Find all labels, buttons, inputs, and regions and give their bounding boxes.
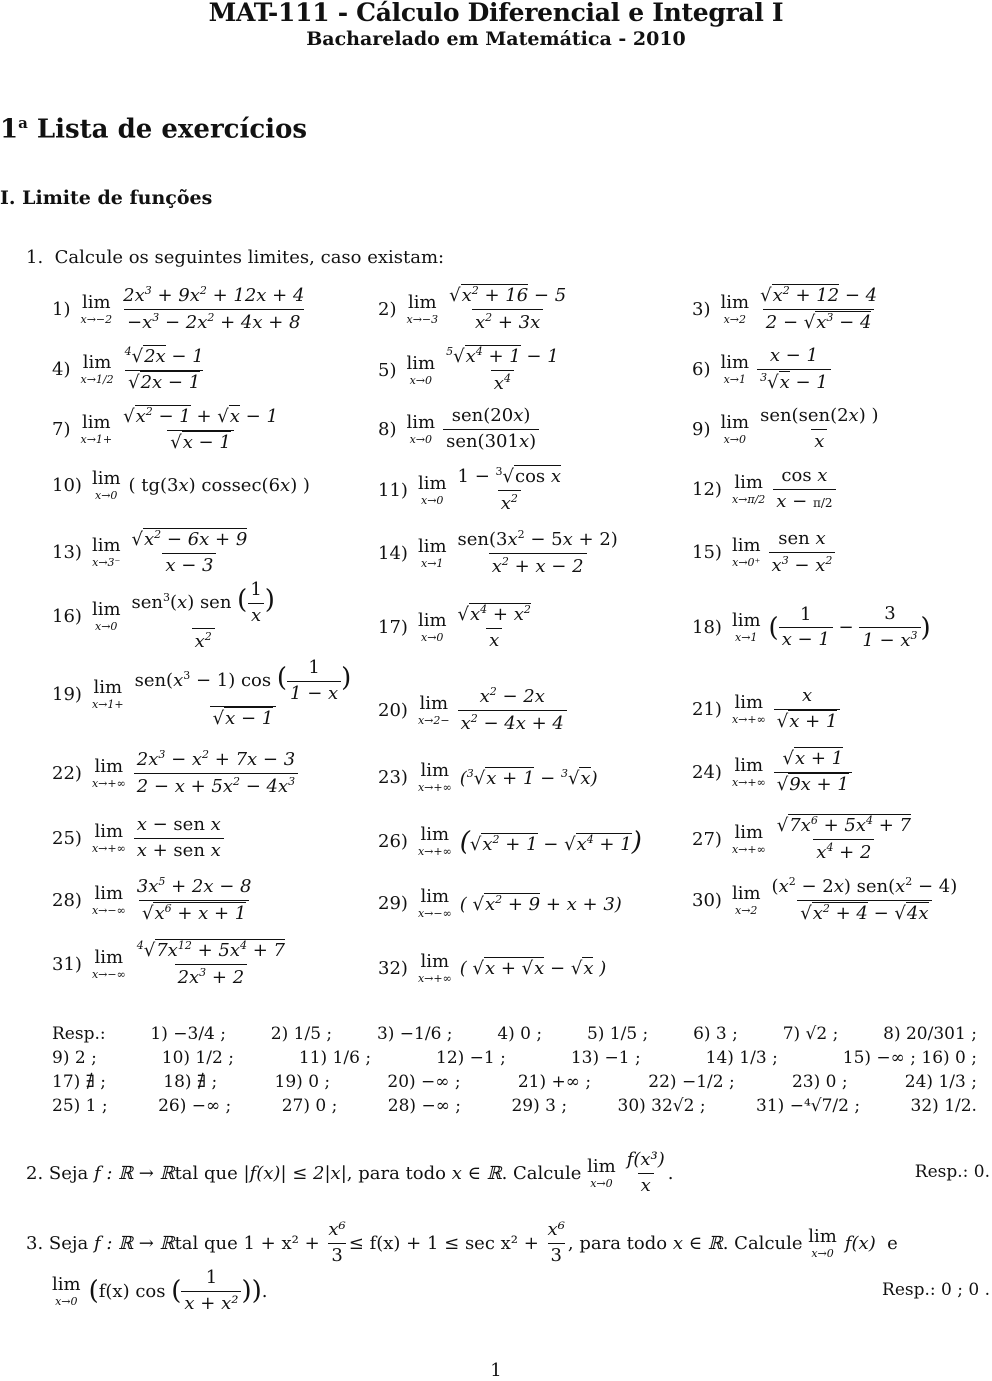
limit: lim x→+∞: [417, 824, 452, 858]
answer: 6) 3 ;: [693, 1024, 738, 1044]
exercise-29: 29) lim x→−∞ ( √ $x^2 + 9 + x + 3$): [378, 888, 622, 919]
exercise-12: [692, 466, 836, 512]
answer: 31) −⁴√7/2 ;: [756, 1096, 861, 1116]
text: Seja: [48, 1162, 89, 1184]
question-text: Calcule os seguintes limites, caso existam:: [54, 247, 445, 268]
fraction: $\frac{\text{f(x³)}}{x}$: [626, 1149, 665, 1196]
page-number: 1: [490, 1360, 502, 1381]
question-3: [26, 1220, 898, 1266]
limit: lim x→0: [417, 610, 447, 645]
fraction: $\frac{x - 1}{^3 √ x - 1}$: [757, 346, 831, 393]
answer: 21) +∞ ;: [517, 1072, 592, 1092]
exercise-number: 29): [378, 893, 408, 914]
answer: 28) −∞ ;: [387, 1096, 461, 1116]
answer: 8) 20/301 ;: [883, 1024, 977, 1044]
fraction: sen$^3$(x) sen ( $\frac{1}{x}$ ) $x^2$: [131, 579, 275, 653]
limit: lim x→−2: [80, 291, 113, 326]
answer: 30) 32√2 ;: [617, 1096, 706, 1116]
fraction: $\frac{\text{x⁶}}{3}$: [547, 1219, 565, 1266]
limit: lim x→0: [417, 472, 447, 507]
question-number: 1.: [26, 247, 44, 268]
ordinal-indicator: a: [18, 114, 28, 132]
fraction: $\frac{\text{sen(20x)}}{\text{sen(301x)}}$: [443, 406, 539, 452]
limit: lim x→π/2: [731, 471, 766, 506]
limit: lim x→+∞: [417, 951, 452, 985]
fraction: $\frac{1}{\text{x + x²}}$: [181, 1268, 241, 1314]
exercise-21: [692, 686, 840, 732]
limit: lim x→+∞: [91, 755, 126, 790]
limit: lim x→1: [417, 535, 447, 570]
answer: 18) ∄ ;: [163, 1072, 218, 1092]
answer: 25) 1 ;: [52, 1096, 108, 1116]
math: f : ℝ → ℝ: [93, 1232, 175, 1254]
exercise-number: 26): [378, 831, 408, 852]
fraction: $^4$ √ 2x − 1 √ 2x − 1: [122, 346, 207, 393]
answer: 7) √2 ;: [782, 1024, 839, 1044]
limit: lim x→1: [731, 610, 761, 645]
answer: 22) −1/2 ;: [648, 1072, 735, 1092]
fraction: $\frac{\text{x⁶}}{3}$: [328, 1219, 346, 1266]
text: .: [261, 1280, 268, 1302]
answer: 13) −1 ;: [570, 1048, 641, 1068]
fraction: √ $\frac{x^2 - 6x + 9}{x - 3}$: [129, 529, 251, 576]
question-number: 2.: [26, 1162, 44, 1184]
limit: lim x→0: [587, 1155, 616, 1190]
exercise-17: [378, 604, 534, 651]
limit: lim x→0⁺: [731, 535, 761, 570]
exercise-25: [52, 815, 224, 861]
limit: lim x→3⁻: [91, 535, 121, 570]
limit: lim x→+∞: [91, 820, 126, 855]
exercise-number: 5): [378, 359, 397, 381]
fraction: $\frac{\text{x − sen x}}{\text{x + sen x}}$: [134, 815, 224, 861]
answers-label: Resp.:: [52, 1024, 106, 1044]
answer: 26) −∞ ;: [158, 1096, 232, 1116]
fraction: x √ x + 1: [774, 686, 841, 732]
exercise-32: 32) lim x→+∞ ( √ x + √ x − √ x ): [378, 953, 606, 984]
list-heading: [0, 114, 307, 145]
question-3-line-2: lim x→0 ( f(x) cos ( $\frac{1}{\text{x + x²}}$ ) ) .: [52, 1267, 268, 1314]
answer: 29) 3 ;: [511, 1096, 568, 1116]
math: f : ℝ → ℝ: [93, 1162, 175, 1184]
exercise-number: 9): [692, 418, 711, 440]
exercise-number: 11): [378, 479, 408, 501]
fraction: $\frac{\text{sen(sen(2x) )}}{x}$: [760, 405, 879, 452]
section-heading: I. Limite de funções: [0, 187, 213, 209]
exercise-number: 6): [692, 359, 711, 381]
limit: lim x→2−: [417, 692, 450, 727]
text: Seja: [48, 1232, 89, 1254]
exercise-number: 18): [692, 617, 722, 639]
exercise-number: 20): [378, 699, 408, 721]
question-3-answer: Resp.: 0 ; 0 .: [882, 1280, 990, 1300]
exercise-19: [52, 658, 354, 730]
exercise-number: 2): [378, 298, 397, 320]
exercise-number: 7): [52, 419, 71, 441]
limit: lim x→1: [720, 352, 750, 387]
fraction: $(x^2 - 2x) sen(x^2 - 4)$ √ $x^2 + 4$ − √ 4x: [769, 876, 961, 924]
document-title: MAT-111 - Cálculo Diferencial e Integral I: [208, 0, 784, 27]
answer: 23) 0 ;: [791, 1072, 848, 1092]
limit: lim x→0: [720, 411, 750, 446]
answer: 3) −1/6 ;: [376, 1024, 453, 1044]
math: |f(x)| ≤ 2|x|: [243, 1162, 347, 1184]
answers-row-2: [52, 1046, 977, 1070]
exercise-number: 16): [52, 606, 82, 628]
exercise-6: [692, 346, 831, 393]
exercise-16: [52, 580, 278, 653]
fraction: $\frac{2x^3 - x^2 + 7x - 3}{2 - x + 5x^2 - 4x^3}$: [134, 749, 298, 797]
answer: 20) −∞ ;: [387, 1072, 461, 1092]
exercise-number: 19): [52, 683, 82, 705]
question-1-prompt: [26, 247, 444, 268]
exercise-number: 17): [378, 617, 408, 639]
limit: lim x→1/2: [80, 352, 114, 387]
fraction: √ $\frac{x^2 + 16 - 5}{x^2 + 3x}$: [446, 285, 569, 333]
exercise-11: [378, 466, 564, 514]
fraction: $sen(x^3 - 1)$ cos ( $\frac{1}{1 - x}$ ) √ x − 1: [132, 658, 355, 730]
limit: lim x→−∞: [91, 946, 126, 981]
answer: 32) 1/2.: [910, 1096, 977, 1116]
exercise-number: 24): [692, 761, 722, 783]
limit: lim x→−∞: [91, 882, 126, 917]
exercise-28: [52, 876, 254, 924]
list-number: 1: [0, 114, 19, 145]
fraction: √ $\frac{x^2 + 12 - 4}{2 - √ x^3 - 4}$: [757, 285, 880, 333]
fraction: $\frac{^4 √ 7x^{12} + 5x^4 + 7}{2x^3 + 2}$: [134, 940, 288, 988]
exercise-number: 30): [692, 889, 722, 911]
math: f(x): [844, 1232, 876, 1254]
answer: 15) −∞ ; 16) 0 ;: [842, 1048, 977, 1068]
math: f(x) cos: [98, 1280, 166, 1302]
exercise-number: 15): [692, 542, 722, 564]
limit: lim x→+∞: [417, 760, 452, 794]
exercise-10: 10) lim x→0 ( tg(3x) cossec(6x) ): [52, 468, 310, 502]
question-2: [26, 1150, 674, 1196]
answer: 17) ∄ ;: [52, 1072, 107, 1092]
exercise-number: 21): [692, 698, 722, 720]
question-number: 3.: [26, 1232, 44, 1254]
limit: lim x→0: [52, 1273, 81, 1308]
answers-row-4: [52, 1094, 977, 1118]
text: e: [887, 1232, 898, 1254]
limit: lim x→0: [91, 468, 121, 502]
math: x ∈ ℝ: [672, 1232, 723, 1254]
exercise-18: 18) lim x→1 ( $\frac{1}{x - 1}$ − $\frac{3}{1 - x^3}$ ): [692, 603, 931, 651]
answer: 12) −1 ;: [436, 1048, 506, 1068]
limit: lim x→1+: [91, 676, 124, 711]
limit: lim x→+∞: [731, 821, 766, 856]
limit: lim x→0: [406, 411, 436, 446]
text: .: [667, 1162, 674, 1184]
exercise-number: 31): [52, 953, 82, 975]
exercise-number: 4): [52, 359, 71, 381]
answer: 10) 1/2 ;: [161, 1048, 234, 1068]
text: tal que: [174, 1162, 238, 1184]
text: , para todo: [346, 1162, 446, 1184]
list-title-text: Lista de exercícios: [27, 114, 308, 145]
answer: 5) 1/5 ;: [586, 1024, 649, 1044]
exercise-number: 23): [378, 767, 408, 788]
answers-block: [52, 1022, 977, 1118]
exercise-5: [378, 346, 562, 394]
question-2-answer: Resp.: 0.: [914, 1162, 990, 1182]
fraction: √ $x^2 - 1$ + √ x − 1 √ x − 1: [120, 406, 281, 453]
exercise-3: [692, 285, 880, 333]
exercise-number: 3): [692, 298, 711, 320]
fraction: $\frac{sen(3x^2 - 5x + 2)}{x^2 + x - 2}$: [457, 528, 618, 577]
exercise-number: 10): [52, 475, 82, 496]
exercise-number: 25): [52, 827, 82, 849]
answer: 11) 1/6 ;: [298, 1048, 372, 1068]
exercise-number: 22): [52, 762, 82, 784]
exercise-number: 8): [378, 418, 397, 440]
exercise-number: 13): [52, 542, 82, 564]
answers-row-3: [52, 1070, 977, 1094]
exercise-2: [378, 285, 569, 333]
fraction: $\frac{^5 √ x^4 + 1 - 1}{x^4}$: [443, 346, 562, 394]
text: . Calcule: [501, 1162, 582, 1184]
answers-row-1: [52, 1022, 977, 1046]
limit: lim x→1+: [80, 412, 113, 447]
answer: 19) 0 ;: [274, 1072, 331, 1092]
limit: lim x→0: [406, 352, 436, 387]
exercise-number: 27): [692, 828, 722, 850]
fraction: √ $\frac{7x^6 + 5x^4 + 7}{x^4 + 2}$: [774, 815, 914, 863]
limit: lim x→+∞: [731, 754, 766, 789]
exercise-number: 32): [378, 958, 408, 979]
text: tal que 1 + x² +: [174, 1232, 320, 1254]
exercise-13: [52, 529, 250, 576]
exercise-26: 26) lim x→+∞ ( √ $x^2 + 1$ − √ $x^4 + 1$): [378, 826, 642, 857]
exercise-8: [378, 406, 539, 452]
fraction: $\frac{x^2 - 2x}{x^2 - 4x + 4}$: [458, 686, 567, 734]
text: , para todo: [567, 1232, 668, 1254]
exercise-23: 23) lim x→+∞ ($^3$ √ x + 1 − $^3$ √ x): [378, 762, 598, 793]
answer: 4) 0 ;: [497, 1024, 543, 1044]
limit: lim x→0: [808, 1225, 837, 1260]
answer: 9) 2 ;: [52, 1048, 97, 1068]
answer: 2) 1/5 ;: [270, 1024, 333, 1044]
exercise-31: [52, 940, 288, 988]
exercise-15: [692, 529, 835, 576]
math: x ∈ ℝ: [451, 1162, 502, 1184]
exercise-1: [52, 285, 307, 333]
limit: lim x→0: [91, 599, 121, 634]
limit: lim x→2: [731, 882, 761, 917]
fraction: √ $\frac{x^4 + x^2}{x}$: [455, 604, 534, 651]
limit: lim x→−3: [406, 291, 439, 326]
exercise-20: [378, 686, 567, 734]
answer: 14) 1/3 ;: [705, 1048, 778, 1068]
exercise-30: [692, 876, 960, 924]
exercise-22: [52, 749, 298, 797]
exercise-number: 1): [52, 298, 71, 320]
limit: lim x→−∞: [417, 886, 452, 920]
exercise-4: [52, 346, 207, 393]
exercise-7: [52, 406, 281, 453]
exercise-number: 12): [692, 478, 722, 500]
answer: 1) −3/4 ;: [150, 1024, 226, 1044]
exercise-24: [692, 749, 852, 795]
answer: 27) 0 ;: [281, 1096, 338, 1116]
document-subtitle: Bacharelado em Matemática - 2010: [306, 28, 686, 50]
fraction: $3x^5 + 2x - 8$ √ $x^6 + x + 1$: [134, 876, 255, 924]
fraction: $\frac{2x^3 + 9x^2 + 12x + 4}{-x^3 - 2x^2 + 4x + 8}$: [123, 284, 305, 333]
limit: lim x→+∞: [731, 691, 766, 726]
fraction: $\frac{1 - ^3 √ \cos x}{x^2}$: [455, 466, 565, 514]
fraction: √ x + 1 √ 9x + 1: [774, 749, 852, 795]
exercise-27: [692, 815, 914, 863]
fraction: $\frac{\text{cos x}}{x - \pi/2}$: [773, 466, 835, 512]
exercise-14: [378, 529, 621, 577]
exercise-number: 28): [52, 889, 82, 911]
limit: lim x→2: [720, 291, 750, 326]
fraction: $\frac{\text{sen x}}{x^3 - x^2}$: [769, 529, 836, 576]
text: . Calcule: [722, 1232, 803, 1254]
exercise-number: 14): [378, 542, 408, 564]
exercise-9: [692, 406, 881, 452]
answer: 24) 1/3 ;: [904, 1072, 977, 1092]
text: ≤ f(x) + 1 ≤ sec x² +: [348, 1232, 539, 1254]
